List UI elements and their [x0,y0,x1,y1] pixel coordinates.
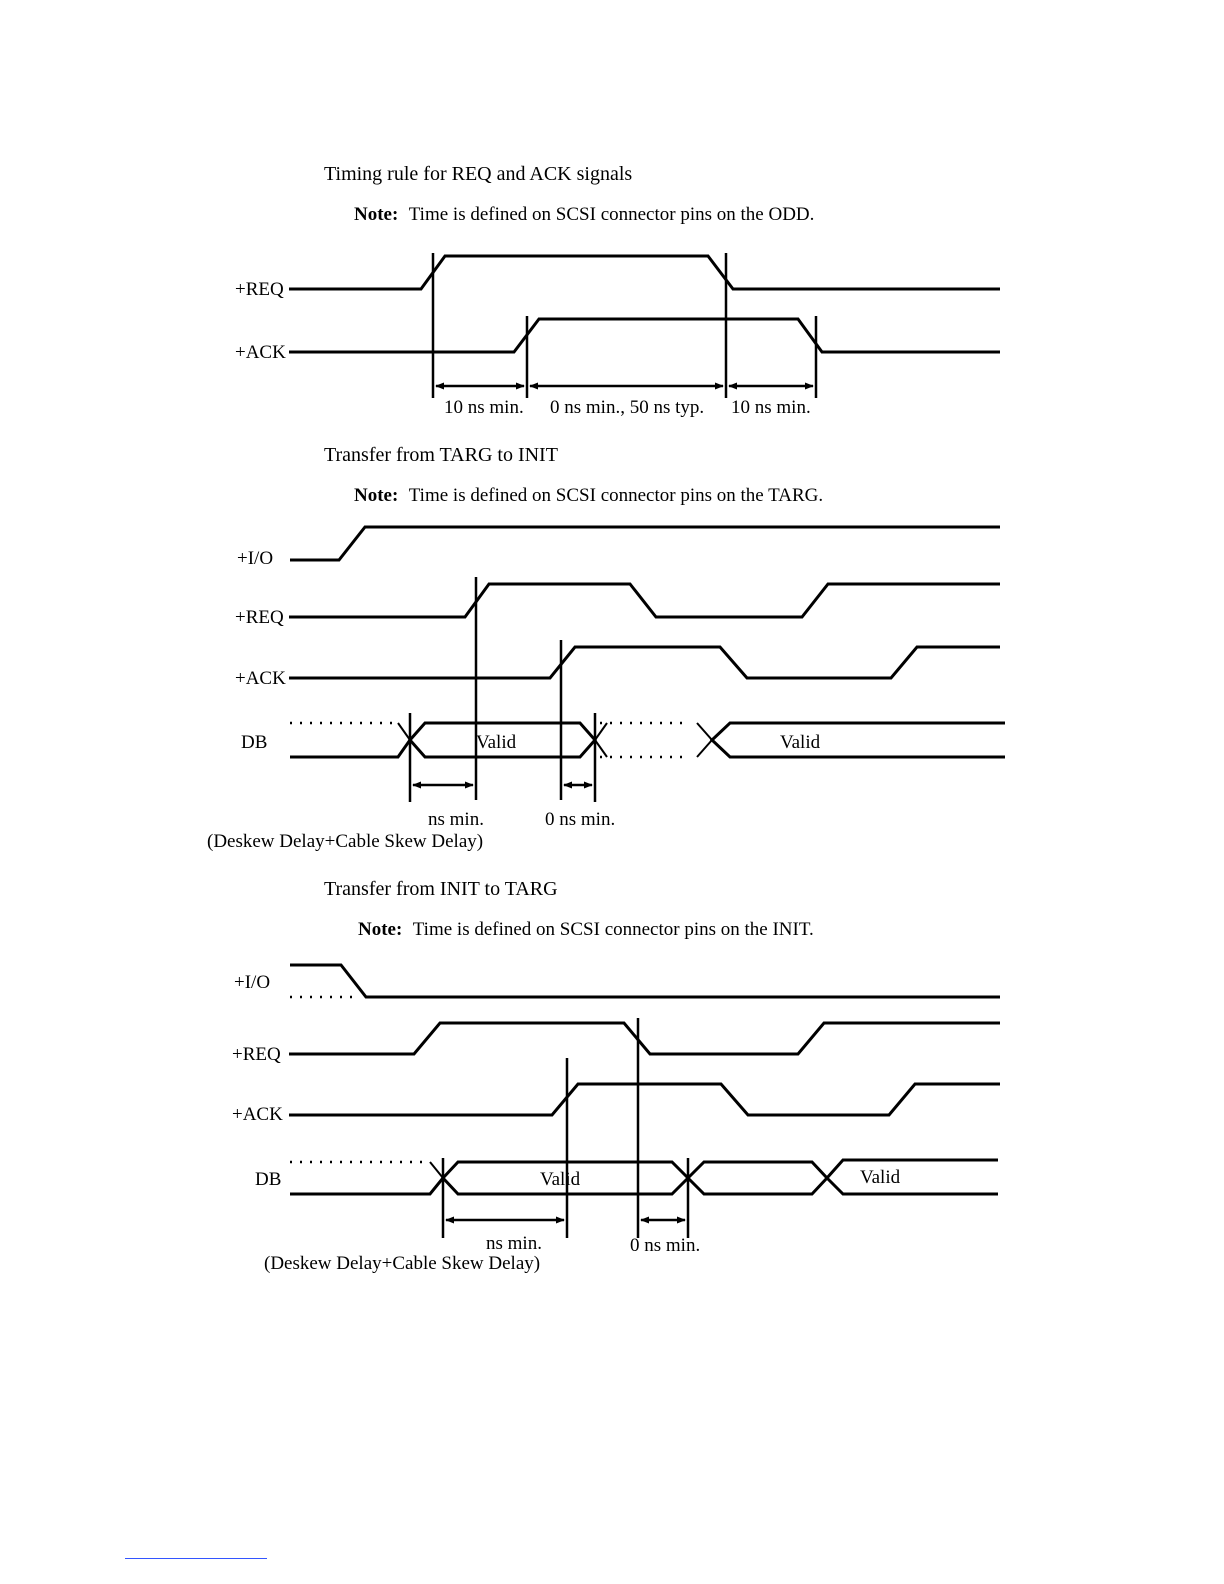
section3-valid-2-label: Valid [860,1167,901,1188]
section2-db-line-1 [290,740,410,757]
section2-note-label: Note: [354,485,399,506]
section2-meas-2: 0 ns min. [545,809,616,830]
section2-note [354,485,823,506]
section2-db-valid-2 [712,723,1005,757]
section2-title: Transfer from TARG to INIT [324,444,558,466]
section2-req-waveform [289,584,1000,617]
section3-db-line-1 [290,1178,443,1194]
section3-db-mid [688,1162,827,1194]
section3-ack-label: +ACK [232,1104,283,1125]
section3-note-text: Time is defined on SCSI connector pins on the INIT. [412,919,814,940]
section-req-ack-timing [235,163,1000,418]
section1-note-label: Note: [354,204,399,225]
section3-note [358,919,814,940]
section2-db-label: DB [241,732,268,753]
section2-valid-2-label: Valid [780,732,821,753]
section-targ-to-init [207,444,1005,852]
section1-meas-1: 10 ns min. [444,397,524,418]
section2-db-cross-1 [398,723,410,740]
section2-db-cross-3a [697,723,712,740]
section1-note [354,204,814,225]
section2-ack-waveform [289,647,1000,678]
section3-ack-waveform [289,1084,1000,1115]
section3-meas-2: 0 ns min. [630,1235,701,1256]
section3-req-waveform [289,1023,1000,1054]
section2-db-cross-2b [595,740,607,757]
section3-db-label: DB [255,1169,282,1190]
section2-meas-1: ns min. [428,809,484,830]
section1-meas-2: 0 ns min., 50 ns typ. [550,397,705,418]
section2-meas-1-sub: (Deskew Delay+Cable Skew Delay) [207,831,484,852]
section3-io-waveform [290,965,1000,997]
section3-io-label: +I/O [234,972,271,993]
section-init-to-targ [232,878,1000,1274]
section1-ack-label: +ACK [235,342,286,363]
section2-ack-label: +ACK [235,668,286,689]
section3-meas-1-sub: (Deskew Delay+Cable Skew Delay) [264,1253,541,1274]
section1-note-text: Time is defined on SCSI connector pins on the ODD. [408,204,815,225]
section1-meas-3: 10 ns min. [731,397,811,418]
section3-db-valid-2 [827,1160,998,1194]
footer-rule [125,1558,267,1559]
section3-note-label: Note: [358,919,403,940]
section2-db-cross-2a [595,723,607,740]
section3-meas-1: ns min. [486,1233,542,1254]
section2-db-cross-3b [697,740,712,757]
section1-title: Timing rule for REQ and ACK signals [324,163,633,185]
section3-db-cross-1 [430,1162,443,1178]
section1-ack-waveform [289,319,1000,352]
section2-valid-1-label: Valid [476,732,517,753]
section2-io-label: +I/O [237,548,274,569]
section3-title: Transfer from INIT to TARG [324,878,558,900]
section2-io-waveform [290,527,1000,560]
section3-req-label: +REQ [232,1044,281,1065]
section3-valid-1-label: Valid [540,1169,581,1190]
section2-req-label: +REQ [235,607,284,628]
section1-req-label: +REQ [235,279,284,300]
section1-req-waveform [289,256,1000,289]
section2-note-text: Time is defined on SCSI connector pins on the TARG. [408,485,824,506]
